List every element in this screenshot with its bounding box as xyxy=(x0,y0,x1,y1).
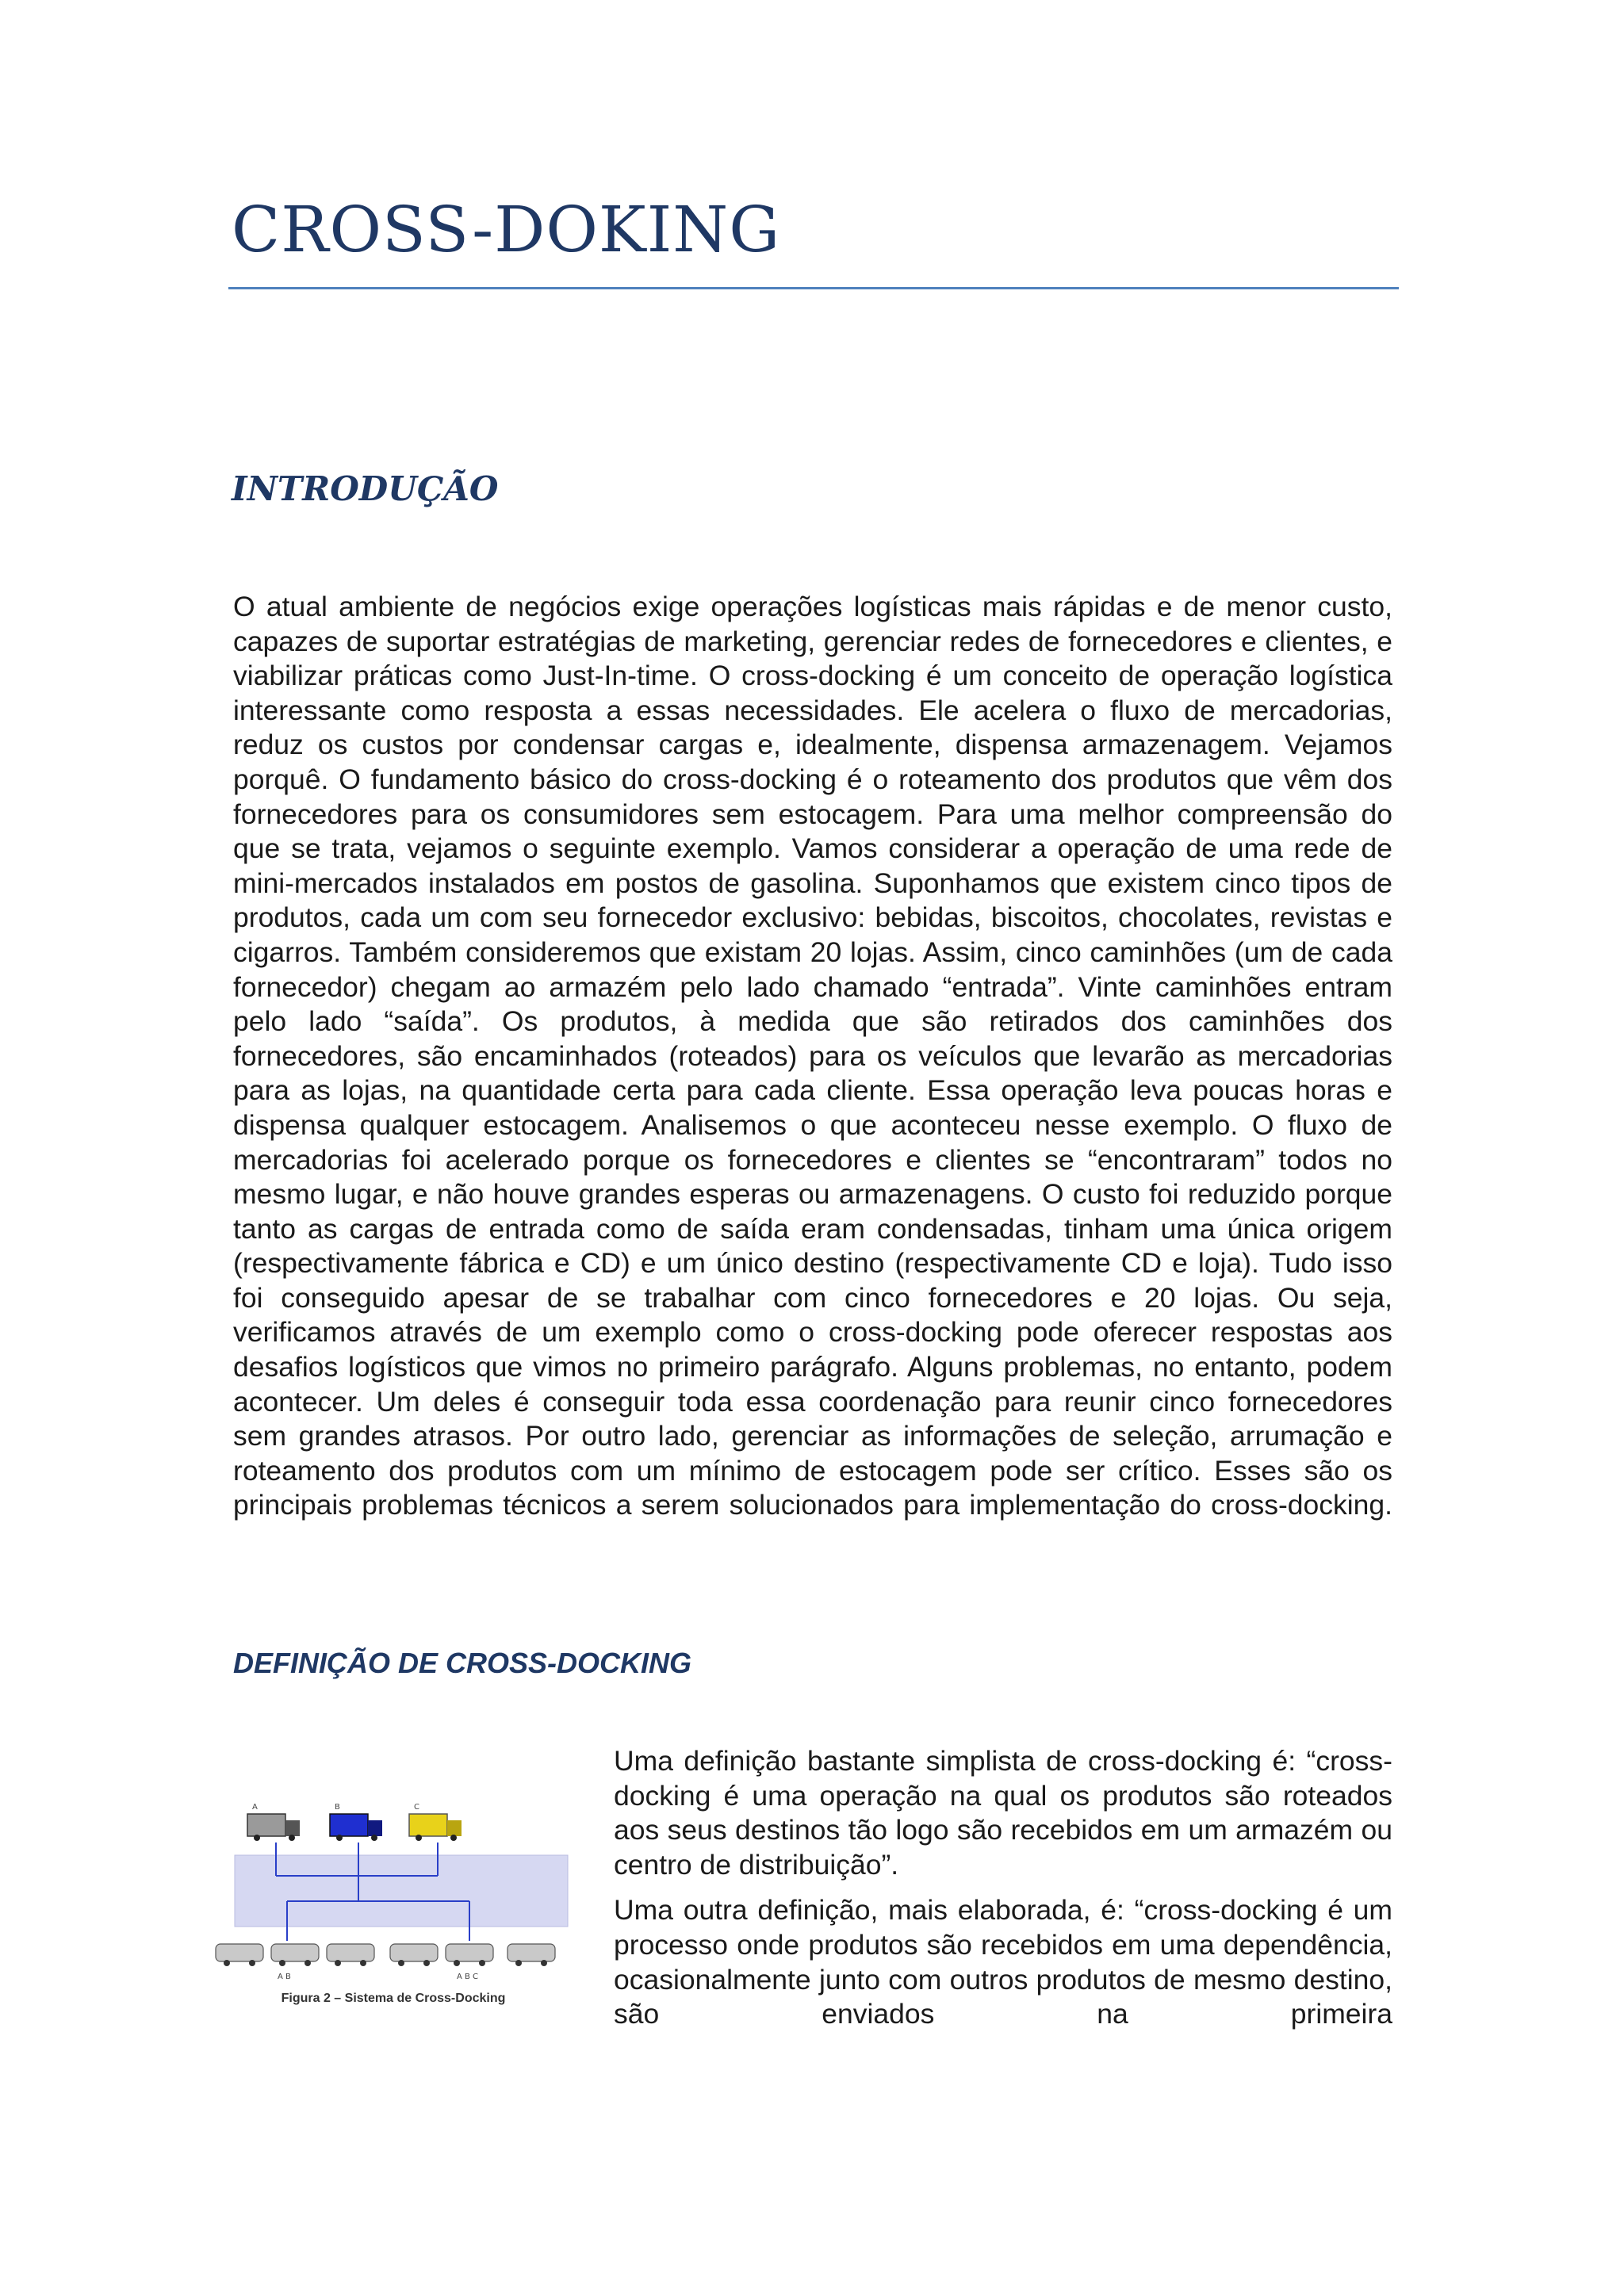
cross-docking-figure xyxy=(208,1782,579,2020)
intro-heading: INTRODUÇÃO xyxy=(232,469,499,508)
supplier-label-c: C xyxy=(414,1803,419,1812)
supplier-truck-a xyxy=(247,1814,300,1841)
warehouse-area xyxy=(235,1855,568,1927)
supplier-label-b: B xyxy=(335,1803,340,1812)
figure-caption: Figura 2 – Sistema de Cross-Docking xyxy=(281,1992,506,2005)
output-label-ab: A B xyxy=(278,1973,291,1981)
intro-paragraph: O atual ambiente de negócios exige operações logísticas mais rápidas e de menor custo, capazes de suportar estratégias de marketing, gerenciar redes de fornecedores e clientes, e viabilizar práticas como Just-In-time. O cross-docking é um conceito de operação logística interessante como resposta a essas necessidades. Ele acelera o fluxo de mercadorias, reduz os custos por condensar cargas e, idealmente, dispensa armazenagem. Vejamos porquê. O fundamento básico do cross-docking é o roteamento dos produtos que vêm dos fornecedores para os consumidores sem estocagem. Para uma melhor compreensão do que se trata, vejamos o seguinte exemplo. Vamos considerar a operação de uma rede de mini-mercados instalados em postos de gasolina. Suponhamos que existem cinco tipos de produtos, cada um com seu fornecedor exclusivo: bebidas, biscoitos, chocolates, revistas e cigarros. Também consideremos que existam 20 lojas. Assim, cinco caminhões (um de cada fornecedor) chegam ao armazém pelo lado chamado “entrada”. Vinte caminhões entram pelo lado “saída”. Os produtos, à medida que são retirados dos caminhões dos fornecedores, são encaminhados (roteados) para os veículos que levarão as mercadorias para as lojas, na quantidade certa para cada cliente. Essa operação leva poucas horas e dispensa qualquer estocagem. Analisemos o que aconteceu nesse exemplo. O fluxo de mercadorias foi acelerado porque os fornecedores e clientes se “encontraram” todos no mesmo lugar, e não houve grandes esperas ou armazenagens. O custo foi reduzido porque tanto as cargas de entrada como de saída eram condensadas, tinham uma única origem (respectivamente fábrica e CD) e um único destino (respectivamente CD e loja). Tudo isso foi conseguido apesar de se trabalhar com cinco fornecedores e 20 lojas. Ou seja, verificamos através de um exemplo como o cross-docking pode oferecer respostas aos desafios logísticos que vimos no primeiro parágrafo. Alguns problemas, no entanto, podem acontecer. Um deles é conseguir toda essa coordenação para reunir cinco fornecedores sem grandes atrasos. Por outro lado, gerenciar as informações de seleção, arrumação e roteamento dos produtos com um mínimo de estocagem pode ser crítico. Esses são os principais problemas técnicos a serem solucionados para implementação do cross-docking. xyxy=(233,591,1392,1521)
definition-paragraph-2: Uma outra definição, mais elaborada, é: “cross-docking é um processo onde produtos são recebidos em uma dependência, ocasionalmente junto com outros produtos de mesmo destino, são enviados na primeira xyxy=(614,1894,1392,2030)
output-label-abc: A B C xyxy=(457,1973,479,1981)
supplier-truck-b xyxy=(330,1814,382,1841)
document-title: CROSS-DOKING xyxy=(232,193,781,266)
delivery-vans xyxy=(216,1944,555,1961)
definition-text xyxy=(614,1744,1392,2043)
definition-heading: DEFINIÇÃO DE CROSS-DOCKING xyxy=(233,1647,692,1679)
definition-paragraph-1: Uma definição bastante simplista de cross-docking é: “cross-docking é uma operação na qual os produtos são roteados aos seus destinos tão logo são recebidos em um armazém ou centro de distribuição”. xyxy=(614,1745,1392,1881)
cross-docking-diagram xyxy=(208,1782,579,1996)
van-wheels xyxy=(224,1960,547,1966)
supplier-truck-c xyxy=(409,1814,462,1841)
title-divider xyxy=(228,287,1399,289)
supplier-label-a: A xyxy=(252,1803,258,1812)
